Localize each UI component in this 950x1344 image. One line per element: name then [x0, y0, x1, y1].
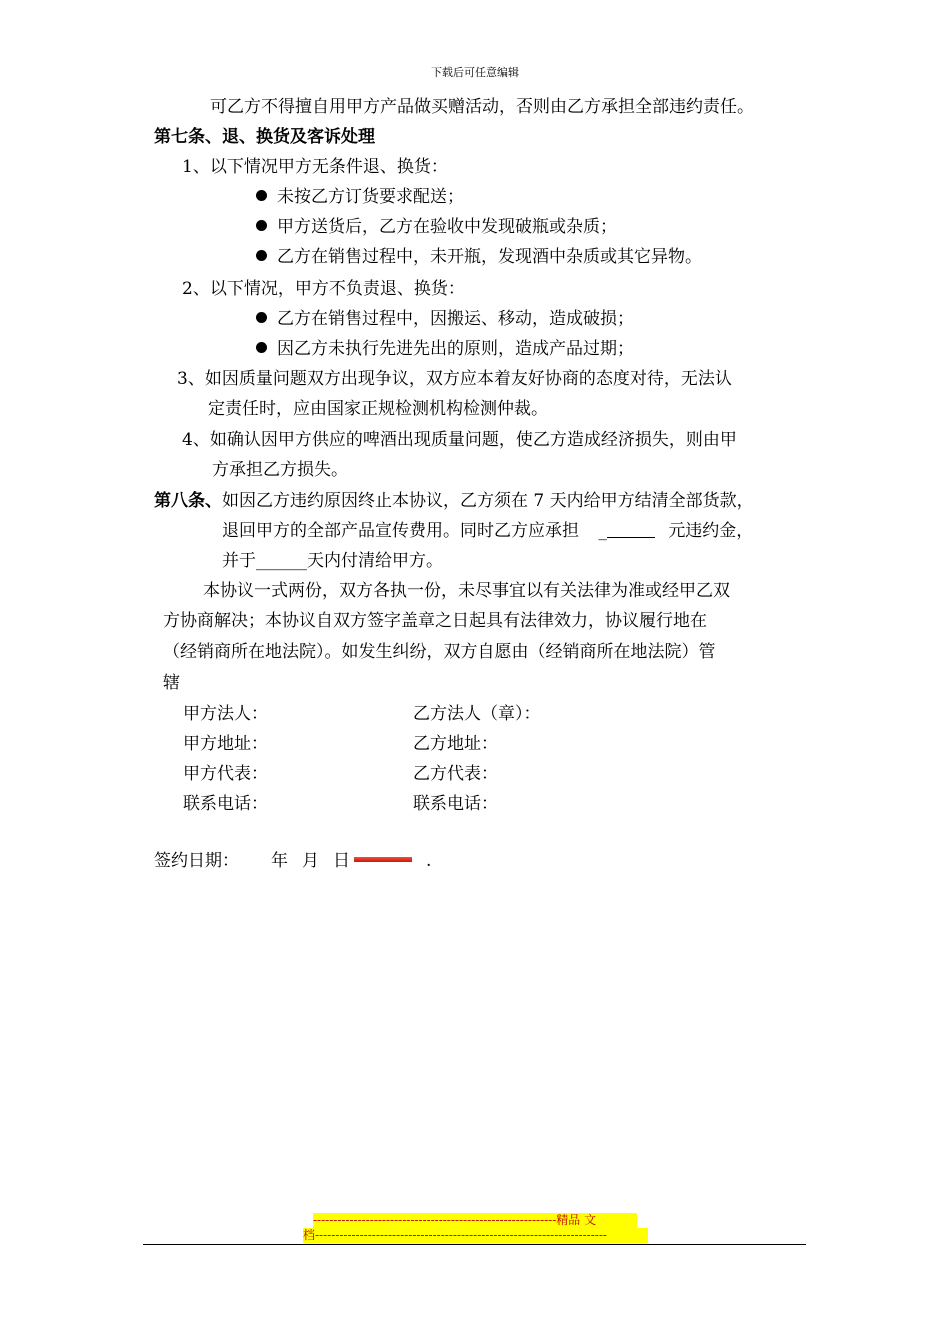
- list-item: 甲方送货后，乙方在验收中发现破瓶或杂质；: [256, 216, 617, 238]
- article-8-label: 第八条、: [154, 491, 222, 511]
- article-7-item-2: 2、以下情况，甲方不负责退、换货：: [182, 279, 465, 299]
- party-b-address: 乙方地址：: [413, 734, 498, 754]
- article-7-title: 第七条、退、换货及客诉处理: [154, 127, 375, 147]
- article-8-line-3: 并于______天内付清给甲方。: [222, 551, 443, 571]
- bullet-icon: [256, 190, 267, 201]
- article-8-line-2: 退回甲方的全部产品宣传费用。同时乙方应承担 _ 元违约金，: [222, 521, 754, 541]
- list-item: 未按乙方订货要求配送；: [256, 186, 464, 208]
- party-a-legal-rep: 甲方法人：: [183, 704, 268, 724]
- closing-line-1: 本协议一式两份，双方各执一份，未尽事宜以有关法律为准或经甲乙双: [203, 581, 730, 601]
- intro-line: 可乙方不得擅自用甲方产品做买赠活动，否则由乙方承担全部违约责任。: [210, 97, 754, 117]
- article-7-item-4-line-1: 4、如确认因甲方供应的啤酒出现质量问题，使乙方造成经济损失，则由甲: [182, 430, 737, 450]
- payment-days-blank: ______: [256, 551, 307, 571]
- list-item: 乙方在销售过程中，未开瓶，发现酒中杂质或其它异物。: [256, 246, 702, 268]
- article-7-item-3-line-2: 定责任时，应由国家正规检测机构检测仲裁。: [208, 399, 548, 419]
- article-7-item-3-line-1: 3、如因质量问题双方出现争议，双方应本着友好协商的态度对待，无法认: [177, 369, 732, 389]
- party-a-phone: 联系电话：: [183, 794, 268, 814]
- bullet-icon: [256, 342, 267, 353]
- bullet-icon: [256, 220, 267, 231]
- footer-line-1: ------------------------------------------------------------精品 文: [313, 1213, 637, 1228]
- bullet-icon: [256, 312, 267, 323]
- closing-line-3: （经销商所在地法院）。如发生纠纷，双方自愿由（经销商所在地法院）管: [163, 642, 716, 662]
- signing-date: 签约日期： 年 月 日 .: [154, 851, 432, 871]
- closing-line-2: 方协商解决；本协议自双方签字盖章之日起具有法律效力，协议履行地在: [163, 611, 707, 631]
- list-item: 乙方在销售过程中，因搬运、移动，造成破损；: [256, 308, 634, 330]
- red-mark: [354, 857, 412, 862]
- penalty-amount-blank: [607, 520, 655, 538]
- article-7-item-4-line-2: 方承担乙方损失。: [212, 460, 348, 480]
- party-b-phone: 联系电话：: [413, 794, 498, 814]
- bullet-icon: [256, 250, 267, 261]
- party-b-representative: 乙方代表：: [413, 764, 498, 784]
- party-b-legal-rep: 乙方法人（章）：: [413, 704, 541, 724]
- list-item: 因乙方未执行先进先出的原则，造成产品过期；: [256, 338, 634, 360]
- footer-line-2: 档------------------------------------------------------------------------: [303, 1228, 648, 1243]
- party-a-address: 甲方地址：: [183, 734, 268, 754]
- party-a-representative: 甲方代表：: [183, 764, 268, 784]
- article-8-line-1: 第八条、如因乙方违约原因终止本协议，乙方须在 7 天内给甲方结清全部货款，: [154, 491, 754, 511]
- article-7-item-1: 1、以下情况甲方无条件退、换货：: [182, 157, 448, 177]
- header-note: 下载后可任意编辑: [431, 66, 519, 79]
- closing-line-4: 辖: [163, 673, 180, 693]
- footer-rule: [143, 1244, 806, 1245]
